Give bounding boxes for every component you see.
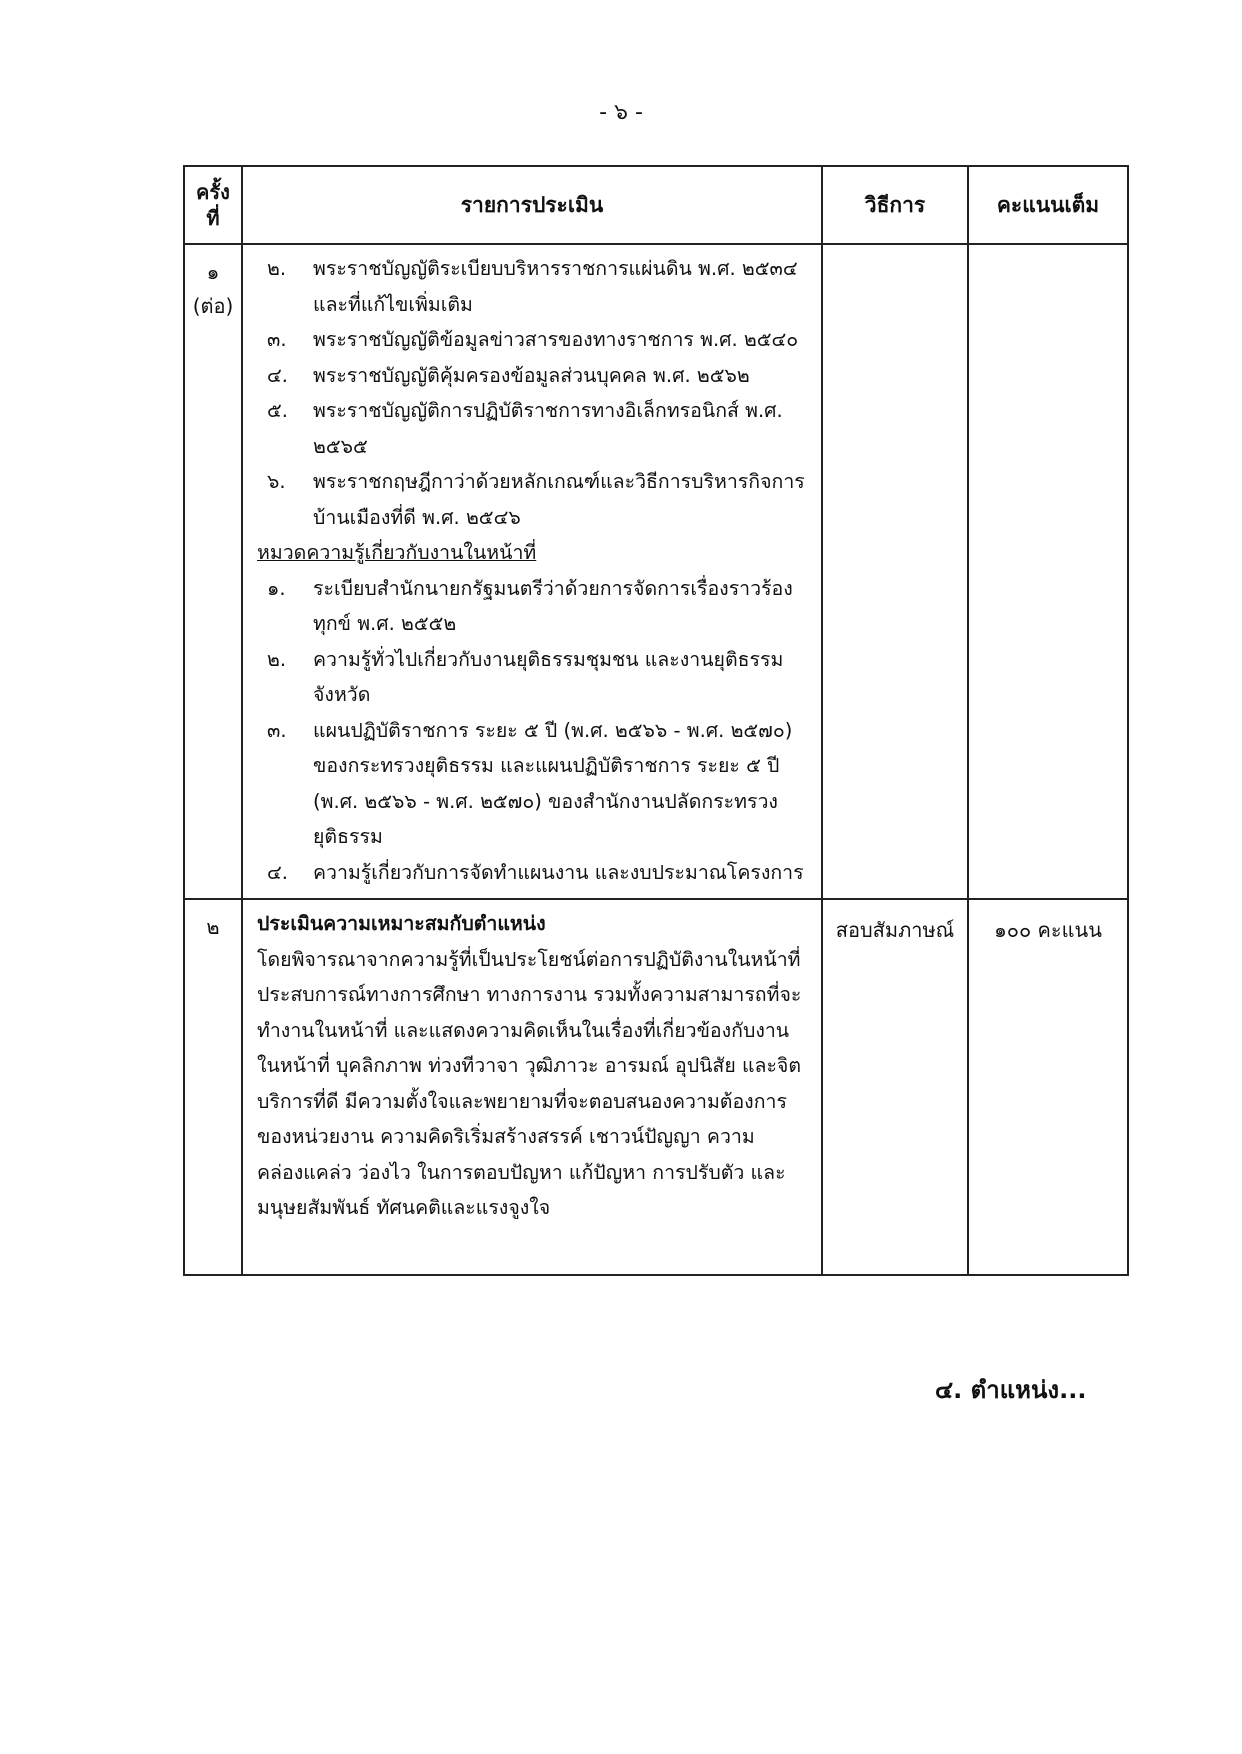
- row2-body: โดยพิจารณาจากความรู้ที่เป็นประโยชน์ต่อการปฏิบัติงานในหน้าที่ ประสบการณ์ทางการศึกษา ทางการงาน รวมทั้งความสามารถที่จะทำงานในหน้าที่ และแสดงความคิดเห็นในเรื่องที่เกี่ยวข้องกับงานในหน้าที่ บุคลิกภาพ ท่วงทีวาจา วุฒิภาวะ อารมณ์ อุปนิสัย และจิตบริการที่ดี มีความตั้งใจและพยายามที่จะตอบสนองความต้องการของหน่วยงาน ความคิดริเริ่มสร้างสรรค์ เชาวน์ปัญญา ความคล่องแคล่ว ว่องไว ในการตอบปัญหา แก้ปัญหา การปรับตัว และมนุษยสัมพันธ์ ทัศนคติและแรงจูงใจ: [257, 947, 802, 1219]
- header-score: คะแนนเต็ม: [968, 166, 1128, 244]
- header-no: [184, 166, 242, 244]
- row1-no-line1: ๑: [206, 260, 220, 284]
- row2-no: ๒: [184, 899, 242, 1275]
- page-number: - ๖ -: [599, 100, 643, 125]
- row2-content: [242, 899, 822, 1275]
- list-item: ๖. พระราชกฤษฎีกาว่าด้วยหลักเกณฑ์และวิธีการบริหารกิจการบ้านเมืองที่ดี พ.ศ. ๒๕๔๖: [267, 470, 805, 529]
- row1-content: [242, 244, 822, 899]
- row1-score: [968, 244, 1128, 899]
- table-row: [184, 899, 1128, 1275]
- list-item: ๔. ความรู้เกี่ยวกับการจัดทำแผนงาน และงบประมาณโครงการ: [267, 860, 804, 884]
- list-item: ๓. พระราชบัญญัติข้อมูลข่าวสารของทางราชการ พ.ศ. ๒๕๔๐: [267, 328, 799, 351]
- section-title: หมวดความรู้เกี่ยวกับงานในหน้าที่: [257, 541, 537, 564]
- row1-no: [184, 244, 242, 899]
- header-no-line2: ที่: [206, 206, 220, 230]
- list-item: ๒. พระราชบัญญัติระเบียบบริหารราชการแผ่นดิน พ.ศ. ๒๕๓๔ และที่แก้ไขเพิ่มเติม: [267, 257, 798, 316]
- list-item: ๔. พระราชบัญญัติคุ้มครองข้อมูลส่วนบุคคล พ.ศ. ๒๕๖๒: [267, 363, 750, 387]
- header-no-line1: ครั้ง: [196, 180, 230, 204]
- header-items: รายการประเมิน: [242, 166, 822, 244]
- list-item: ๓. แผนปฏิบัติราชการ ระยะ ๕ ปี (พ.ศ. ๒๕๖๖ - พ.ศ. ๒๕๗๐) ของกระทรวงยุติธรรม และแผนปฏิบัติราชการ ระยะ ๕ ปี (พ.ศ. ๒๕๖๖ - พ.ศ. ๒๕๗๐) ของสำนักงานปลัดกระทรวงยุติธรรม: [267, 718, 793, 848]
- row1-method: [822, 244, 968, 899]
- header-method: วิธีการ: [822, 166, 968, 244]
- row2-title: ประเมินความเหมาะสมกับตำแหน่ง: [257, 912, 546, 935]
- row2-method: สอบสัมภาษณ์: [822, 899, 968, 1275]
- table-row: [184, 244, 1128, 899]
- next-page-indicator: ๔. ตำแหน่ง...: [935, 1376, 1087, 1404]
- row1-no-line2: (ต่อ): [192, 294, 234, 318]
- list-item: ๒. ความรู้ทั่วไปเกี่ยวกับงานยุติธรรมชุมชน และงานยุติธรรมจังหวัด: [267, 647, 784, 706]
- table-header-row: [184, 166, 1128, 244]
- row2-score: ๑๐๐ คะแนน: [968, 899, 1128, 1275]
- evaluation-table: [183, 165, 1127, 1276]
- list-item: ๑. ระเบียบสำนักนายกรัฐมนตรีว่าด้วยการจัดการเรื่องราวร้องทุกข์ พ.ศ. ๒๕๕๒: [267, 576, 793, 635]
- list-item: ๕. พระราชบัญญัติการปฏิบัติราชการทางอิเล็กทรอนิกส์ พ.ศ. ๒๕๖๕: [267, 399, 783, 458]
